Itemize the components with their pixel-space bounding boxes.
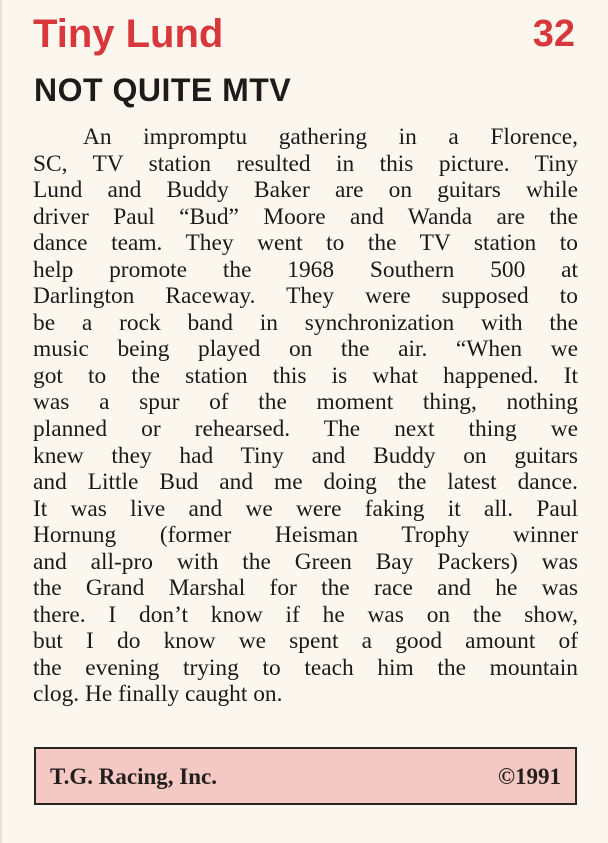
card-number: 32 [532,13,575,55]
story-line: Lund and Buddy Baker are on guitars while [33,177,578,204]
driver-name: Tiny Lund [33,12,224,56]
story-line: the evening trying to teach him the mountain [33,654,578,681]
story-line: got to the station this is what happened. It [33,362,578,389]
story-line: SC, TV station resulted in this picture. Tiny [33,150,578,177]
story-line: driver Paul “Bud” Moore and Wanda are the [33,203,578,230]
copyright-year: ©1991 [497,764,561,789]
story-line: planned or rehearsed. The next thing we [33,416,578,443]
story-line: but I do know we spent a good amount of [33,628,578,655]
story-line: An impromptu gathering in a Florence, [83,124,578,150]
story-text [33,124,578,708]
story-line: was a spur of the moment thing, nothing [33,389,578,416]
story-line: knew they had Tiny and Buddy on guitars [33,442,578,469]
publisher-name: T.G. Racing, Inc. [50,764,217,789]
story-line: there. I don’t know if he was on the show, [33,601,578,628]
story-line: Darlington Raceway. They were supposed to [33,283,578,310]
story-line: It was live and we were faking it all. Paul [33,495,578,522]
story-line: and all-pro with the Green Bay Packers) was [33,548,578,575]
story-line: help promote the 1968 Southern 500 at [33,256,578,283]
footer-bar [34,747,577,805]
story-headline: NOT QUITE MTV [34,72,292,108]
story-line: dance team. They went to the TV station to [33,230,578,257]
story-line: clog. He finally caught on. [33,681,283,708]
story-line: and Little Bud and me doing the latest dance. [33,469,578,496]
story-line: the Grand Marshal for the race and he was [33,575,578,602]
story-line: Hornung (former Heisman Trophy winner [33,522,578,549]
story-line: be a rock band in synchronization with the [33,309,578,336]
story-line: music being played on the air. “When we [33,336,578,363]
